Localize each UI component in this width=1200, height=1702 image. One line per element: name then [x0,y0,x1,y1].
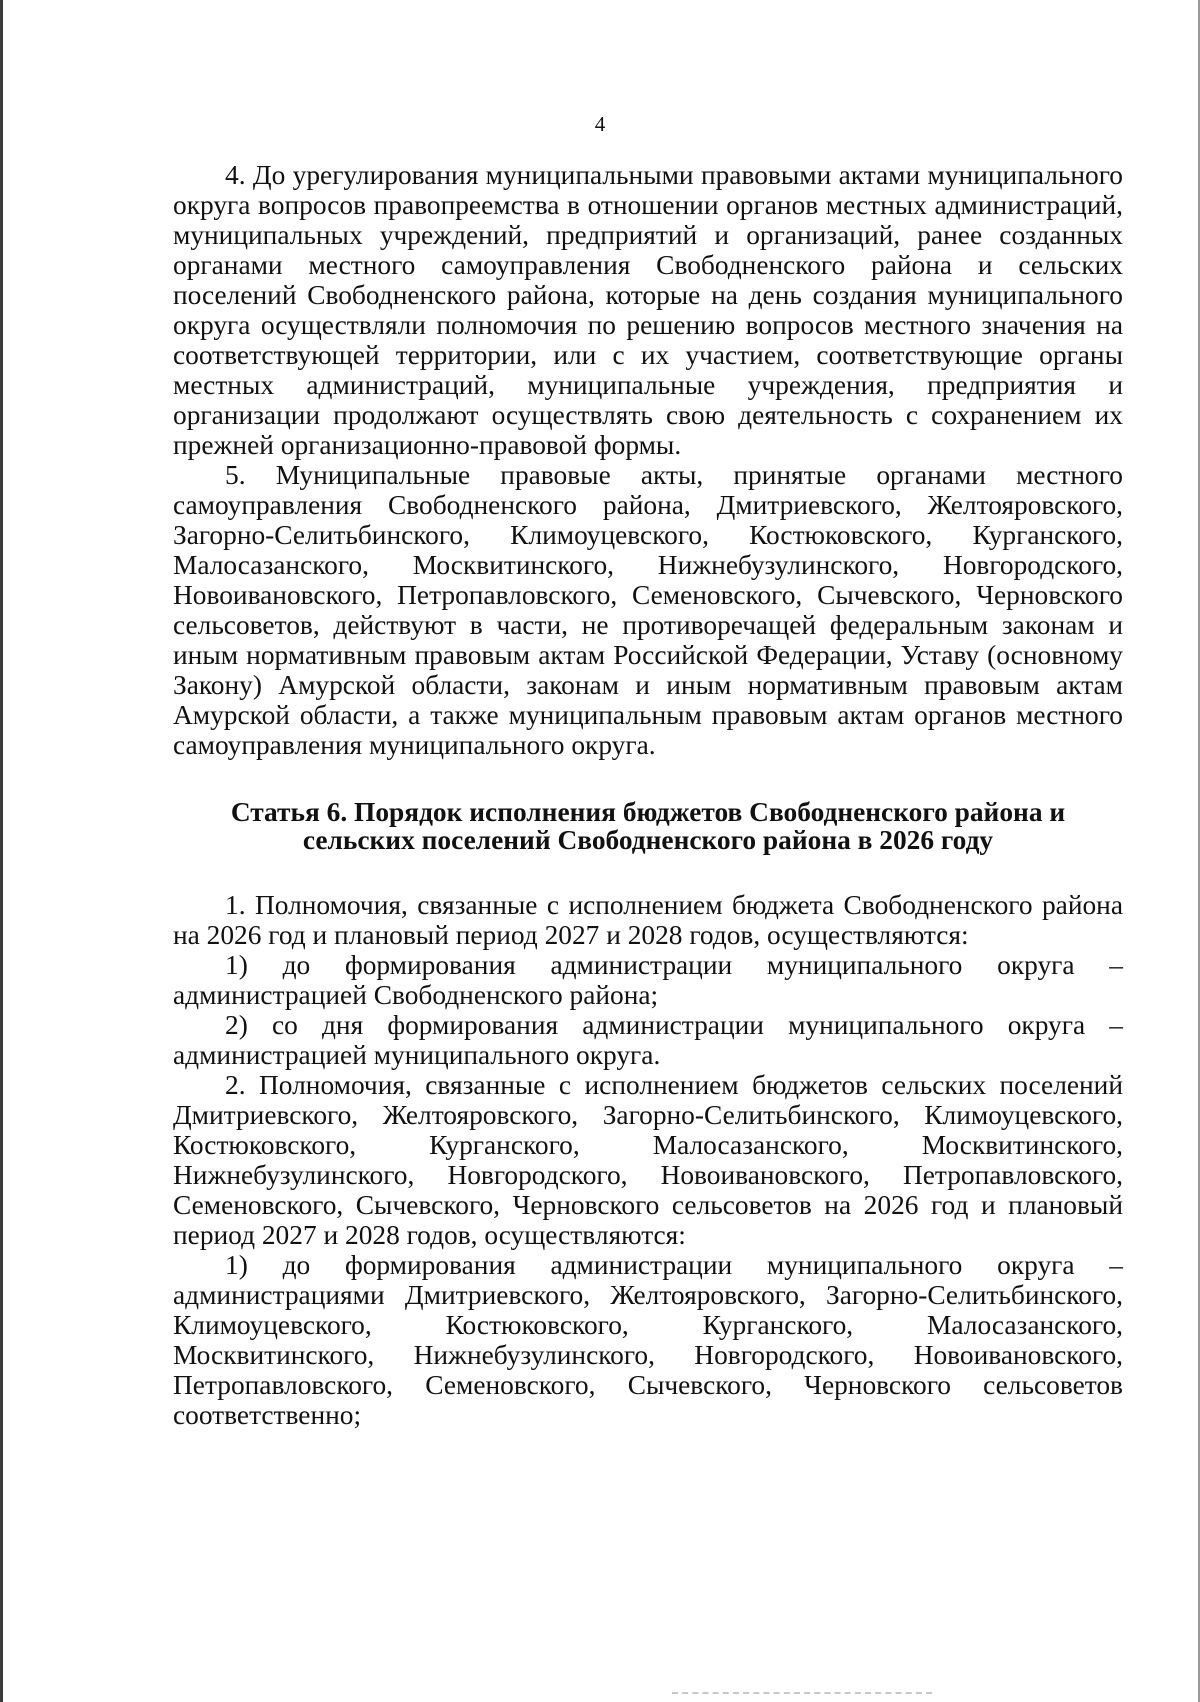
article-6-paragraph-1-item-2: 2) со дня формирования администрации муниципального округа – администрацией муниципального округа. [173,1010,1123,1070]
article-6-paragraph-2: 2. Полномочия, связанные с исполнением бюджетов сельских поселений Дмитриевского, Желтояровского, Загорно-Селитьбинского, Климоуцевского, Костюковского, Курганского, Малосазанского, Москвитинского, Нижнебузулинского, Новгородского, Новоивановского, Петропавловского, Семеновского, Сычевского, Черновского сельсоветов на 2026 год и плановый период 2027 и 2028 годов, осуществляются: [173,1070,1123,1250]
scan-edge-left [0,0,3,1702]
document-body [173,160,1123,1430]
page-number: 4 [594,112,606,136]
article-6-paragraph-2-item-1: 1) до формирования администрации муниципального округа – администрациями Дмитриевского, Желтояровского, Загорно-Селитьбинского, Климоуцевского, Костюковского, Курганского, Малосазанского, Москвитинского, Нижнебузулинского, Новгородского, Новоивановского, Петропавловского, Семеновского, Сычевского, Черновского сельсоветов соответственно; [173,1250,1123,1430]
paragraph-5: 5. Муниципальные правовые акты, принятые органами местного самоуправления Свободненского района, Дмитриевского, Желтояровского, Загорно-Селитьбинского, Климоуцевского, Костюковского, Курганского, Малосазанского, Москвитинского, Нижнебузулинского, Новгородского, Новоивановского, Петропавловского, Семеновского, Сычевского, Черновского сельсоветов, действуют в части, не противоречащей федеральным законам и иным нормативным правовым актам Российской Федерации, Уставу (основному Закону) Амурской области, законам и иным нормативным правовым актам Амурской области, а также муниципальным правовым актам органов местного самоуправления муниципального округа. [173,460,1123,760]
paragraph-4: 4. До урегулирования муниципальными правовыми актами муниципального округа вопросов правопреемства в отношении органов местных администраций, муниципальных учреждений, предприятий и организаций, ранее созданных органами местного самоуправления Свободненского района и сельских поселений Свободненского района, которые на день создания муниципального округа осуществляли полномочия по решению вопросов местного значения на соответствующей территории, или с их участием, соответствующие органы местных администраций, муниципальные учреждения, предприятия и организации продолжают осуществлять свою деятельность с сохранением их прежней организационно-правовой формы. [173,160,1123,460]
scan-artifact-line [672,1692,932,1694]
article-6-paragraph-1-item-1: 1) до формирования администрации муниципального округа – администрацией Свободненского района; [173,950,1123,1010]
article-6-paragraph-1: 1. Полномочия, связанные с исполнением бюджета Свободненского района на 2026 год и плановый период 2027 и 2028 годов, осуществляются: [173,890,1123,950]
article-6-heading: Статья 6. Порядок исполнения бюджетов Свободненского района и сельских поселений Свободненского района в 2026 году [230,797,1066,855]
